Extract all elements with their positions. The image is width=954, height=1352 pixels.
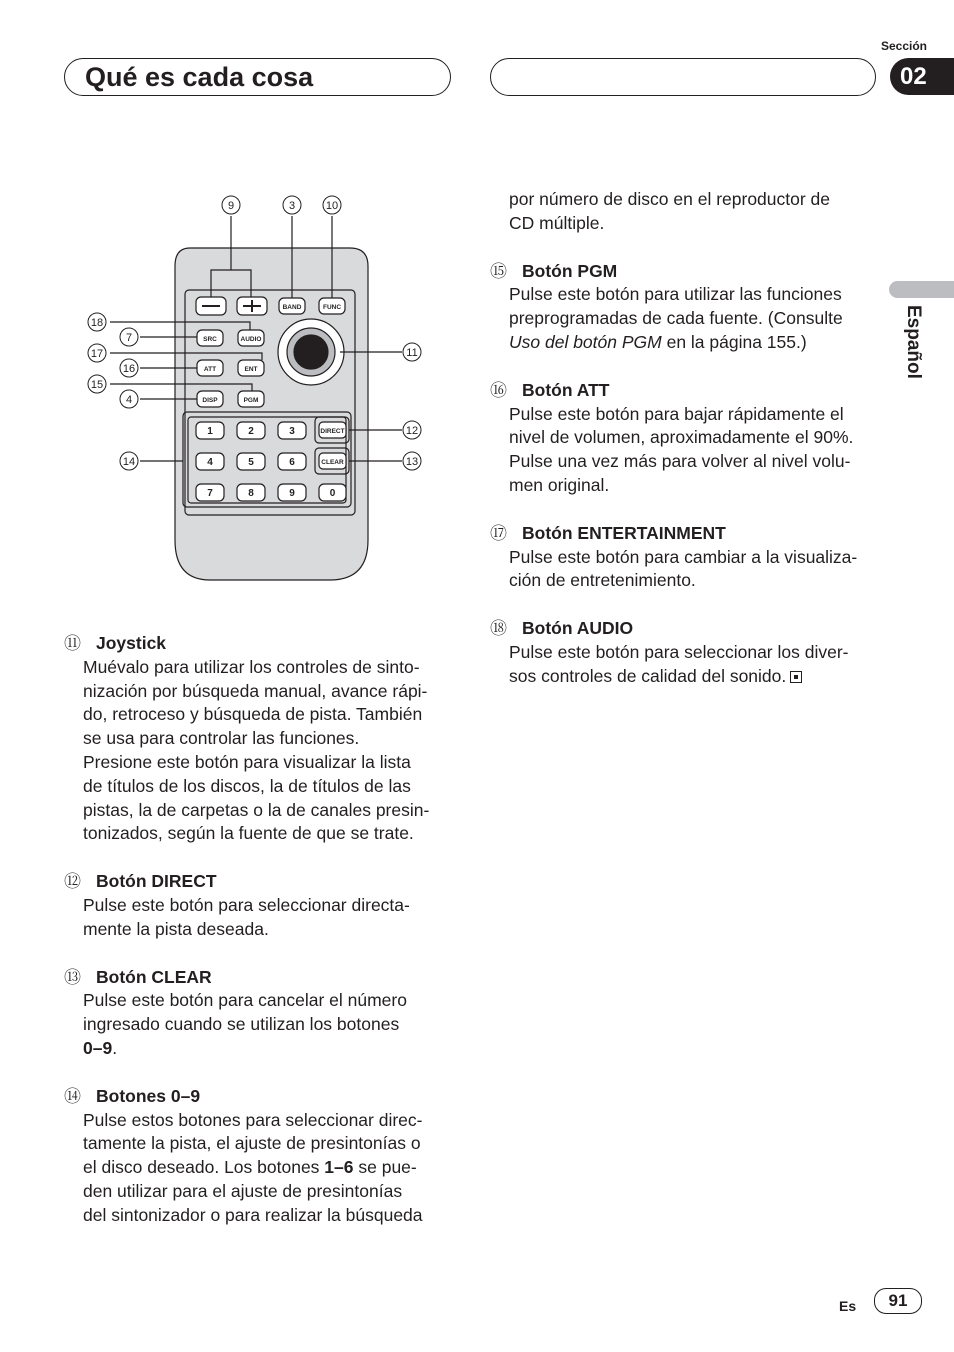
language-tab-marker bbox=[889, 281, 954, 298]
entry-body: Pulse este botón para bajar rápidamente el nivel de volumen, aproximadamente el 90%. Pulse una vez más para volver al nivel volu- men original. bbox=[509, 403, 854, 495]
key-4-label: 4 bbox=[207, 457, 213, 468]
entry-clear bbox=[64, 966, 454, 1061]
entry-title: Botón DIRECT bbox=[96, 871, 217, 892]
svg-text:10: 10 bbox=[325, 200, 339, 212]
entry-title: Botón PGM bbox=[522, 260, 618, 281]
audio-label: AUDIO bbox=[240, 336, 262, 343]
callout-10 bbox=[323, 196, 341, 214]
entry-number: ⑮ bbox=[490, 261, 507, 281]
entry-body: Muévalo para utilizar los controles de sinto- nización por búsqueda manual, avance rápi- do, retroceso y búsqueda de pista. También se usa para controlar las funciones. Presione este botón para visualizar la lista de títulos de los discos, la de títulos de las pistas, la de carpetas o la de canales presin- tonizados, según la fuente de que se trate. bbox=[83, 656, 430, 844]
callout-18 bbox=[88, 313, 106, 331]
page-title: Qué es cada cosa bbox=[85, 62, 314, 92]
key-5-label: 5 bbox=[248, 457, 254, 468]
cross-reference: Uso del botón PGM bbox=[509, 331, 662, 352]
entry-title: Botón ENTERTAINMENT bbox=[522, 522, 726, 543]
key-7-label: 7 bbox=[207, 488, 213, 499]
svg-text:4: 4 bbox=[125, 394, 133, 406]
entry-number: ⑯ bbox=[490, 380, 507, 400]
bold-keys: 0–9 bbox=[83, 1037, 113, 1058]
entry-direct bbox=[64, 870, 454, 941]
key-2-label: 2 bbox=[248, 426, 254, 437]
callout-17 bbox=[88, 344, 106, 362]
end-of-section-icon bbox=[790, 671, 802, 683]
callout-14 bbox=[120, 452, 138, 470]
entry-title: Joystick bbox=[96, 633, 167, 653]
key-1-label: 1 bbox=[207, 426, 213, 437]
func-label: FUNC bbox=[322, 304, 342, 311]
key-8-label: 8 bbox=[248, 488, 254, 499]
section-number-tab: 02 bbox=[890, 58, 954, 95]
pgm-label: PGM bbox=[243, 397, 259, 404]
callout-16 bbox=[120, 359, 138, 377]
entry-title: Botón AUDIO bbox=[522, 618, 634, 639]
callout-3 bbox=[283, 196, 301, 214]
src-label: SRC bbox=[203, 336, 217, 343]
callout-12 bbox=[403, 421, 421, 439]
continued-paragraph: por número de disco en el reproductor de CD múltiple. bbox=[509, 189, 831, 233]
entry-number: ⑱ bbox=[490, 619, 507, 639]
section-label: Sección bbox=[880, 39, 927, 53]
clear-label: CLEAR bbox=[321, 459, 344, 466]
key-6-label: 6 bbox=[289, 457, 295, 468]
direct-label: DIRECT bbox=[320, 428, 345, 435]
entry-joystick bbox=[64, 632, 454, 846]
callout-4 bbox=[120, 390, 138, 408]
entry-number: ⑫ bbox=[64, 872, 81, 892]
ent-label: ENT bbox=[244, 366, 258, 373]
entry-number: ⑭ bbox=[64, 1086, 81, 1106]
svg-text:15: 15 bbox=[90, 379, 104, 391]
entry-body: Pulse este botón para seleccionar los diver- sos controles de calidad del sonido. bbox=[509, 641, 849, 686]
bold-keys: 1–6 bbox=[324, 1157, 354, 1178]
entry-title: Botón CLEAR bbox=[96, 966, 212, 987]
svg-text:18: 18 bbox=[90, 317, 104, 329]
svg-text:16: 16 bbox=[122, 363, 136, 375]
entry-title: Botones 0–9 bbox=[96, 1085, 201, 1106]
entry-body: Pulse este botón para utilizar las funciones preprogramadas de cada fuente. (Consulte Uso del botón PGM en la página 155.) bbox=[509, 284, 843, 352]
svg-text:14: 14 bbox=[122, 456, 136, 468]
callout-13 bbox=[403, 452, 421, 470]
entry-entertainment bbox=[490, 522, 885, 593]
callout-9 bbox=[222, 196, 240, 214]
key-9-label: 9 bbox=[289, 488, 295, 499]
key-0-label: 0 bbox=[329, 488, 336, 499]
entry-title: Botón ATT bbox=[522, 379, 610, 400]
entry-body: Pulse estos botones para seleccionar direc- tamente la pista, el ajuste de presintonías o el disco deseado. Los botones 1–6 se pue- den utilizar para el ajuste de presintonías del sintonizador o para realizar la búsqueda bbox=[83, 1109, 423, 1225]
entry-number: ⑰ bbox=[490, 523, 507, 543]
entry-att bbox=[490, 379, 885, 498]
section-title-box bbox=[64, 58, 451, 96]
entry-body: Pulse este botón para cancelar el número ingresado cuando se utilizan los botones 0–9. bbox=[83, 990, 407, 1058]
svg-text:17: 17 bbox=[90, 348, 104, 360]
svg-text:13: 13 bbox=[405, 456, 419, 468]
att-label: ATT bbox=[203, 366, 217, 373]
disp-label: DISP bbox=[202, 397, 218, 404]
svg-text:7: 7 bbox=[125, 332, 133, 344]
entry-audio bbox=[490, 617, 885, 688]
svg-text:11: 11 bbox=[406, 347, 418, 359]
entry-pgm bbox=[490, 260, 885, 355]
page-number: 91 bbox=[874, 1288, 922, 1314]
svg-text:3: 3 bbox=[288, 200, 296, 212]
footer-language-code: Es bbox=[839, 1298, 857, 1314]
key-3-label: 3 bbox=[289, 426, 295, 437]
callout-11 bbox=[403, 343, 421, 361]
right-column bbox=[490, 188, 885, 713]
left-column bbox=[64, 632, 454, 1252]
entry-body: Pulse este botón para cambiar a la visualiza- ción de entretenimiento. bbox=[509, 546, 858, 591]
entry-body: Pulse este botón para seleccionar directa- mente la pista deseada. bbox=[83, 894, 410, 939]
callout-7 bbox=[120, 328, 138, 346]
joystick-knob bbox=[294, 335, 328, 369]
band-label: BAND bbox=[282, 304, 302, 311]
entry-number: ⑪ bbox=[64, 634, 81, 653]
svg-text:12: 12 bbox=[405, 425, 419, 437]
language-tab-label: Español bbox=[903, 305, 924, 379]
entry-number: ⑬ bbox=[64, 967, 81, 987]
section-subtitle-box bbox=[490, 58, 876, 96]
remote-control-figure bbox=[60, 190, 460, 600]
entry-keys-0-9 bbox=[64, 1085, 454, 1228]
callout-15 bbox=[88, 375, 106, 393]
svg-text:9: 9 bbox=[227, 200, 235, 212]
